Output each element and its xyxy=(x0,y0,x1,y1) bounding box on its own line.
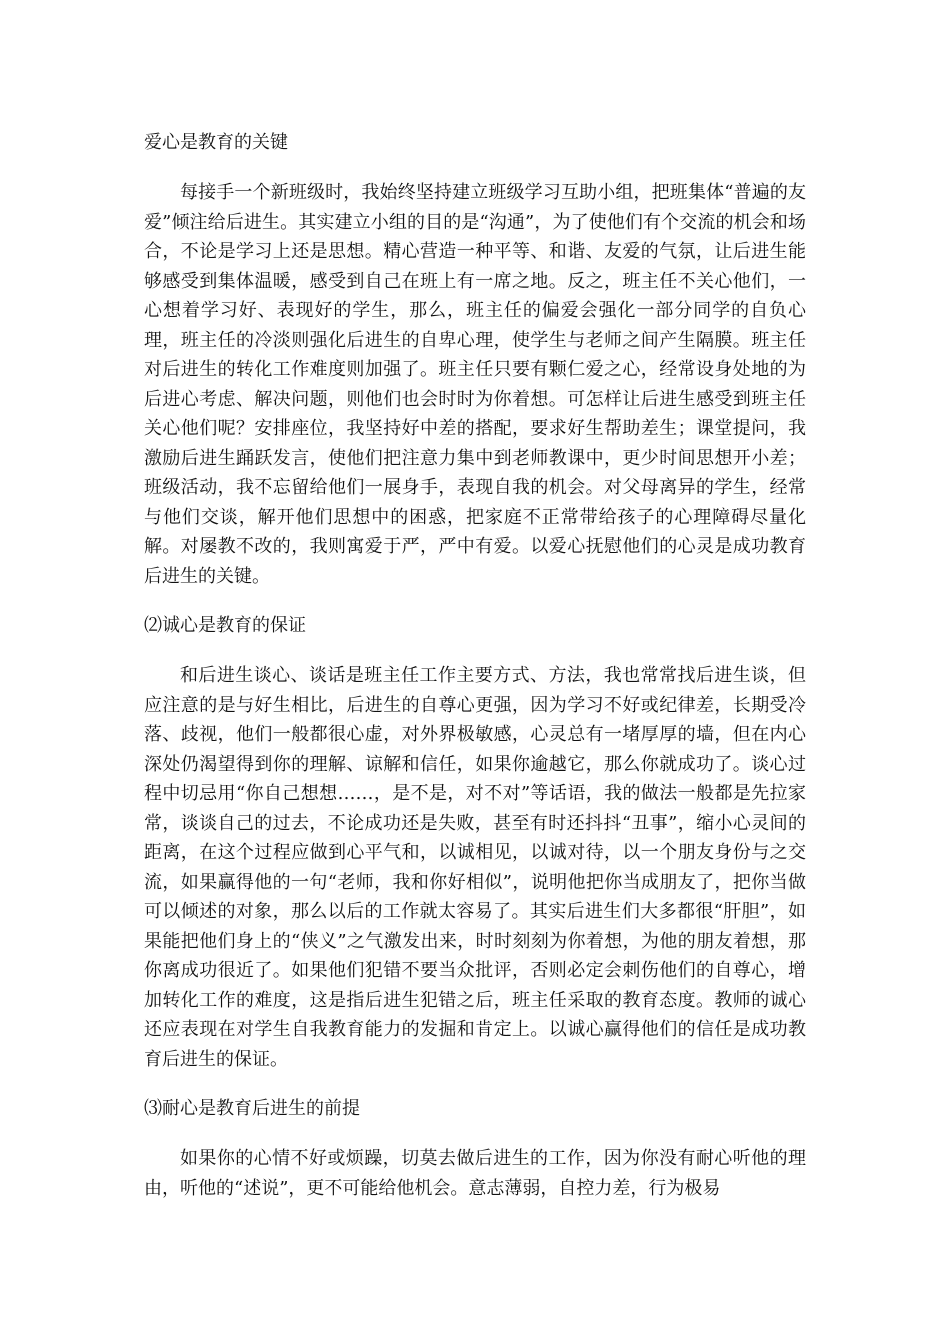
section-paragraph-sincerity: 和后进生谈心、谈话是班主任工作主要方式、方法，我也常常找后进生谈，但应注意的是与好生相比，后进生的自尊心更强，因为学习不好或纪律差，长期受冷落、歧视，他们一般都很心虚，对外界极敏感，心灵总有一堵厚厚的墙，但在内心深处仍渴望得到你的理解、谅解和信任，如果你逾越它，那么你就成功了。谈心过程中切忌用“你自己想想……，是不是，对不对”等话语，我的做法一般都是先拉家常，谈谈自己的过去，不论成功还是失败，甚至有时还抖抖“丑事”，缩小心灵间的距离，在这个过程应做到心平气和，以诚相见，以诚对待，以一个朋友身份与之交流，如果赢得他的一句“老师，我和你好相似”，说明他把你当成朋友了，把你当做可以倾述的对象，那么以后的工作就太容易了。其实后进生们大多都很“肝胆”，如果能把他们身上的“侠义”之气激发出来，时时刻刻为你着想，为他的朋友着想，那你离成功很近了。如果他们犯错不要当众批评，否则必定会刺伤他们的自尊心，增加转化工作的难度，这是指后进生犯错之后，班主任采取的教育态度。教师的诚心还应表现在对学生自我教育能力的发掘和肯定上。以诚心赢得他们的信任是成功教育后进生的保证。 xyxy=(144,665,806,1070)
section-heading-sincerity: ⑵诚心是教育的保证 xyxy=(144,615,306,636)
section-heading-patience: ⑶耐心是教育后进生的前提 xyxy=(144,1098,360,1119)
section-paragraph-patience: 如果你的心情不好或烦躁，切莫去做后进生的工作，因为你没有耐心听他的理由，听他的“述说”，更不可能给他机会。意志薄弱，自控力差，行为极易 xyxy=(144,1148,806,1199)
section-heading-love: 爱心是教育的关键 xyxy=(144,132,288,153)
section-paragraph-love: 每接手一个新班级时，我始终坚持建立班级学习互助小组，把班集体“普遍的友爱”倾注给后进生。其实建立小组的目的是“沟通”，为了使他们有个交流的机会和场合，不论是学习上还是思想。精心营造一种平等、和谐、友爱的气氛，让后进生能够感受到集体温暖，感受到自己在班上有一席之地。反之，班主任不关心他们，一心想着学习好、表现好的学生，那么，班主任的偏爱会强化一部分同学的自负心理，班主任的冷淡则强化后进生的自卑心理，使学生与老师之间产生隔膜。班主任对后进生的转化工作难度则加强了。班主任只要有颗仁爱之心，经常设身处地的为后进心考虑、解决问题，则他们也会时时为你着想。可怎样让后进生感受到班主任关心他们呢？安排座位，我坚持好中差的搭配，要求好生帮助差生；课堂提问，我激励后进生踊跃发言，使他们把注意力集中到老师教课中，更少时间思想开小差；班级活动，我不忘留给他们一展身手，表现自我的机会。对父母离异的学生，经常与他们交谈，解开他们思想中的困惑，把家庭不正常带给孩子的心理障碍尽量化解。对屡教不改的，我则寓爱于严，严中有爱。以爱心抚慰他们的心灵是成功教育后进生的关键。 xyxy=(144,182,806,587)
document-body xyxy=(144,128,806,1203)
